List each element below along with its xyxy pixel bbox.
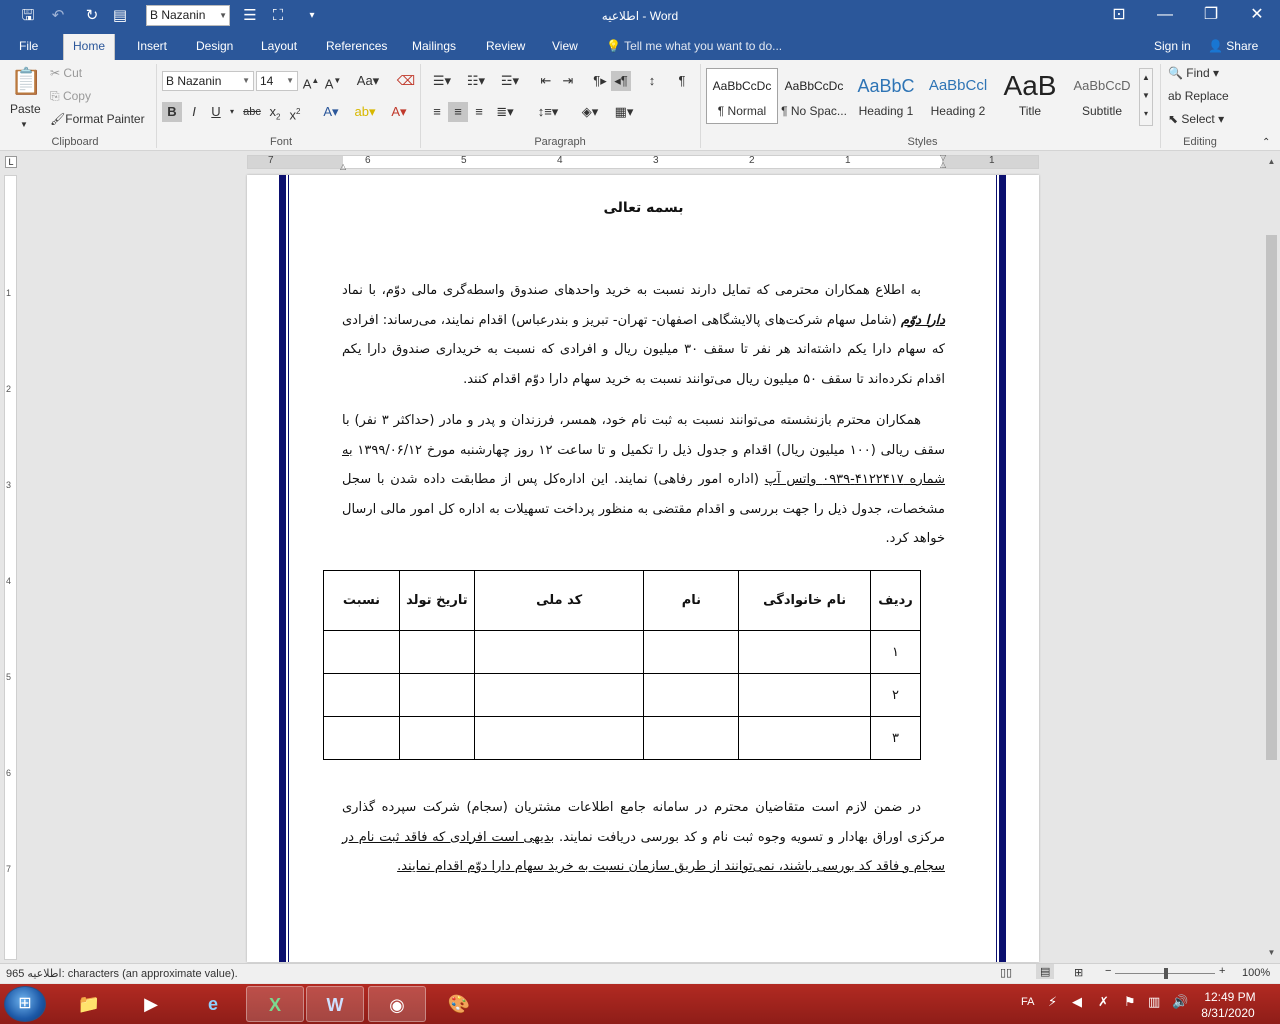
- ruler-number: 2: [749, 155, 755, 166]
- tab-mailings[interactable]: Mailings: [412, 39, 457, 53]
- qat-font-label: B Nazanin: [150, 8, 206, 22]
- style-name: Heading 2: [930, 104, 986, 118]
- editing-group-label: Editing: [1183, 136, 1217, 148]
- table-header[interactable]: نام خانوادگی: [739, 571, 871, 631]
- table-cell[interactable]: [399, 631, 474, 674]
- table-row: [324, 631, 921, 674]
- close-button[interactable]: ✕: [1250, 6, 1264, 23]
- style-normal[interactable]: [706, 68, 778, 124]
- style-preview: AaBbCcDc: [784, 79, 844, 93]
- indent-marker-icon[interactable]: ▽ △: [940, 153, 947, 169]
- ltr-icon[interactable]: ¶▸: [593, 73, 607, 88]
- restore-button[interactable]: ❐: [1203, 6, 1219, 23]
- title-bar: [0, 0, 1280, 34]
- font-size-value: 14: [260, 74, 274, 88]
- paragraph-text: (شامل سهام شرکت‌های پالایشگاهی اصفهان- تهران- تبریز و بندرعباس) اقدام نمایند، می‌رساند: افرادی که سهام دارا یکم داشته‌اند هر نفر تا سقف ۳۰ میلیون ریال و افرادی که نسبت به خریداری صندوق دارا یکم اقدام نکرده‌اند تا سقف ۵۰ میلیون ریال می‌توانند نسبت به خرید سهام دارا دوّم اقدام کنند.: [342, 312, 945, 387]
- indent-marker-icon[interactable]: △: [340, 162, 347, 171]
- select-button[interactable]: ⬉ Select ▾: [1168, 112, 1225, 126]
- align-right-icon[interactable]: ≡: [475, 104, 483, 119]
- redo-icon[interactable]: ↻: [85, 7, 99, 24]
- line-spacing-icon[interactable]: ↕≡▾: [537, 104, 559, 119]
- table-cell[interactable]: [474, 717, 644, 760]
- tab-file[interactable]: File: [19, 39, 39, 53]
- tell-me-text: Tell me what you want to do...: [624, 39, 783, 53]
- paragraph-underlined-text: بدیهی است افرادی که فاقد ثبت نام در سجام و فاقد کد بورسی باشند، نمی‌توانند از طریق سازمان نسبت به خرید سهام دارا دوّم اقدام نمایند.: [342, 829, 945, 874]
- style-preview: AaBbCcDc: [712, 79, 772, 93]
- excel-icon[interactable]: X: [246, 986, 304, 1022]
- scissors-icon: ✂: [50, 66, 61, 80]
- show-marks-icon[interactable]: ¶: [678, 73, 686, 88]
- format-painter-label: Format Painter: [65, 112, 145, 126]
- replace-label: Replace: [1184, 89, 1229, 103]
- media-player-icon[interactable]: ▶: [144, 994, 158, 1014]
- input-language[interactable]: FA: [1021, 996, 1035, 1008]
- paragraph-text: در ضمن لازم است متقاضیان محترم در سامانه جامع اطلاعات مشتریان (سجام) شرکت سپرده گذاری مرکزی اوراق بهادار و تسویه وجوه ثبت نام و کد بورسی دریافت نمایند.: [342, 800, 945, 845]
- ruler-number: 1: [845, 155, 851, 166]
- table-header[interactable]: تاریخ تولد: [399, 571, 474, 631]
- window-title: اطلاعیه - Word: [601, 9, 679, 23]
- style-preview: AaBbC: [857, 76, 915, 96]
- table-cell[interactable]: [324, 631, 400, 674]
- cut-button[interactable]: [50, 64, 82, 82]
- replace-icon: ab: [1168, 89, 1182, 103]
- ruler-number: 4: [557, 155, 563, 166]
- tab-review[interactable]: Review: [486, 39, 526, 53]
- paragraph-2[interactable]: [342, 406, 945, 554]
- table-cell[interactable]: [474, 631, 644, 674]
- read-mode-icon[interactable]: ▯▯: [1000, 967, 1013, 979]
- paragraph-3[interactable]: [342, 793, 945, 882]
- taskbar: [0, 984, 1280, 1024]
- paste-icon[interactable]: 📋: [10, 66, 43, 96]
- file-explorer-icon[interactable]: 📁: [77, 994, 101, 1014]
- table-cell[interactable]: [399, 717, 474, 760]
- copy-button[interactable]: [50, 87, 91, 105]
- table-cell[interactable]: [644, 674, 739, 717]
- ruler-number: 3: [6, 480, 12, 490]
- chrome-icon[interactable]: ◉: [368, 986, 426, 1022]
- copy-label: Copy: [62, 89, 91, 103]
- table-cell[interactable]: [324, 717, 400, 760]
- align-left-icon[interactable]: ≡: [433, 104, 441, 119]
- style-preview: AaBbCcl: [928, 77, 988, 94]
- share-label: Share: [1226, 39, 1259, 53]
- paragraph-text: همکاران محترم بازنشسته می‌توانند نسبت به ثبت نام خود، همسر، فرزندان و پدر و مادر (حداکثر ۳ نفر) با سقف ریالی (۱۰۰ میلیون ریال) اقدام و جدول ذیل را تکمیل و تا ساعت ۱۲ روز چهارشنبه مورخ ۱۳۹۹/۰۶/۱۲: [342, 413, 945, 458]
- font-size-select[interactable]: [256, 71, 298, 91]
- ribbon-display-icon[interactable]: ⊡: [1112, 6, 1126, 23]
- rtl-icon[interactable]: ◂¶: [611, 71, 631, 91]
- ruler-number: 6: [365, 155, 371, 166]
- ribbon-tabs: [0, 34, 1280, 60]
- format-painter-button[interactable]: [50, 110, 145, 128]
- table-header-row: [324, 571, 921, 631]
- style-heading-2[interactable]: [922, 68, 994, 124]
- ruler-number: 6: [6, 768, 12, 778]
- underline-icon[interactable]: U: [211, 104, 221, 119]
- tell-me-box[interactable]: [606, 34, 782, 60]
- tab-selector-icon[interactable]: L: [5, 156, 17, 168]
- vertical-scrollbar[interactable]: [1263, 153, 1280, 963]
- cut-label: Cut: [63, 66, 83, 80]
- tab-references[interactable]: References: [326, 39, 388, 53]
- paint-icon[interactable]: 🎨: [447, 994, 471, 1014]
- table-cell[interactable]: [324, 674, 400, 717]
- style-name: ¶ Normal: [717, 104, 767, 118]
- style-preview: AaBbCcD: [1073, 78, 1131, 93]
- copy-icon: ⎘: [50, 89, 60, 103]
- chevron-down-icon: ▼: [219, 11, 227, 20]
- bold-icon[interactable]: B: [162, 102, 182, 122]
- page-border: [288, 175, 289, 962]
- tab-view[interactable]: View: [552, 39, 578, 53]
- tab-insert[interactable]: Insert: [137, 39, 168, 53]
- document-icon[interactable]: ▤: [112, 7, 128, 24]
- ruler-number: 1: [6, 288, 12, 298]
- table-cell[interactable]: [399, 674, 474, 717]
- vertical-ruler[interactable]: [4, 175, 17, 960]
- increase-indent-icon[interactable]: ⇥: [562, 73, 574, 88]
- table-cell[interactable]: [644, 631, 739, 674]
- multilevel-list-icon[interactable]: ☲▾: [500, 73, 520, 88]
- clipboard-group-label: Clipboard: [51, 136, 99, 148]
- paragraph-1[interactable]: [342, 276, 945, 394]
- brush-icon: 🖌: [50, 112, 66, 126]
- table-header[interactable]: نسبت: [324, 571, 400, 631]
- page-border: [996, 175, 997, 962]
- style-no-spacing[interactable]: [778, 68, 850, 124]
- sign-in-link[interactable]: Sign in: [1154, 39, 1191, 53]
- person-icon: 👤: [1208, 39, 1223, 53]
- touch-mode-icon[interactable]: ⛶: [272, 7, 284, 24]
- chevron-down-icon: ▼: [286, 76, 294, 85]
- table-cell[interactable]: [739, 717, 871, 760]
- scrollbar-thumb[interactable]: [1266, 235, 1277, 760]
- superscript-icon[interactable]: $x^2$: [289, 107, 301, 123]
- flag-icon[interactable]: ⚑: [1124, 994, 1136, 1009]
- word-count-status[interactable]: 965 اطلاعیه: characters (an approximate value).: [6, 968, 238, 980]
- cursor-icon: ⬉: [1168, 112, 1179, 126]
- highlight-icon[interactable]: ab▾: [354, 104, 376, 119]
- ruler-number: 5: [6, 672, 12, 682]
- table-row: [324, 717, 921, 760]
- customize-qat-icon[interactable]: ▾: [309, 10, 315, 21]
- paste-button[interactable]: Paste: [10, 102, 41, 116]
- internet-explorer-icon[interactable]: e: [207, 994, 218, 1014]
- font-color-icon[interactable]: A▾: [391, 104, 407, 119]
- style-subtitle[interactable]: [1066, 68, 1138, 124]
- find-label: Find: [1186, 66, 1210, 80]
- web-layout-icon[interactable]: ⊞: [1074, 967, 1084, 979]
- table-cell[interactable]: [474, 674, 644, 717]
- registration-table[interactable]: [323, 570, 921, 760]
- bullets-icon[interactable]: ☰▾: [432, 73, 452, 88]
- table-header[interactable]: نام: [644, 571, 739, 631]
- style-name: Subtitle: [1081, 104, 1123, 118]
- zoom-slider-thumb[interactable]: [1164, 968, 1168, 979]
- antivirus-icon[interactable]: ✗: [1098, 994, 1109, 1009]
- save-icon[interactable]: 🖫: [21, 7, 35, 24]
- borders-icon[interactable]: ▦▾: [614, 104, 634, 119]
- italic-icon[interactable]: I: [192, 104, 196, 119]
- page-border: [999, 175, 1006, 962]
- clock-date[interactable]: 8/31/2020: [1201, 1006, 1255, 1020]
- volume-icon[interactable]: ◀: [1072, 994, 1082, 1009]
- print-layout-icon[interactable]: ▤: [1036, 964, 1054, 979]
- ribbon-home: [0, 60, 1280, 151]
- document-page[interactable]: [247, 175, 1039, 962]
- numbering-icon[interactable]: ☷▾: [466, 73, 486, 88]
- text-effects-icon[interactable]: A▾: [323, 104, 339, 119]
- style-name: Heading 1: [858, 104, 914, 118]
- horizontal-ruler[interactable]: [247, 155, 1039, 169]
- share-button[interactable]: [1208, 34, 1258, 59]
- undo-icon[interactable]: ↶: [51, 7, 65, 24]
- page-border: [279, 175, 286, 962]
- ruler-number: 7: [6, 864, 12, 874]
- replace-button[interactable]: [1168, 87, 1229, 105]
- tab-design[interactable]: Design: [196, 39, 234, 53]
- table-cell[interactable]: [739, 674, 871, 717]
- zoom-out-icon[interactable]: −: [1105, 965, 1112, 977]
- tray-app-icon[interactable]: ⚡: [1048, 994, 1058, 1009]
- font-name-value: B Nazanin: [166, 74, 222, 88]
- zoom-level[interactable]: 100%: [1242, 967, 1271, 979]
- style-name: ¶ No Spac...: [781, 104, 847, 118]
- align-icon[interactable]: ☰: [243, 7, 257, 24]
- lightbulb-icon: 💡: [606, 39, 625, 53]
- change-case-icon[interactable]: Aa▾: [356, 73, 380, 88]
- styles-scroll-icon[interactable]: ▲ ▼ ▾: [1139, 68, 1153, 126]
- table-cell[interactable]: ۳: [871, 717, 921, 760]
- font-group-label: Font: [269, 136, 292, 148]
- align-center-icon[interactable]: ≡: [448, 102, 468, 122]
- tab-layout[interactable]: Layout: [261, 39, 298, 53]
- ruler-number: 3: [653, 155, 659, 166]
- style-heading-1[interactable]: [850, 68, 922, 124]
- minimize-button[interactable]: —: [1157, 6, 1173, 23]
- search-icon: 🔍: [1168, 66, 1183, 80]
- chevron-down-icon[interactable]: ▾: [229, 107, 234, 116]
- speaker-icon[interactable]: 🔊: [1172, 994, 1189, 1009]
- style-preview: AaB: [1003, 70, 1057, 101]
- paragraph-text: به اطلاع همکاران محترمی که تمایل دارند نسبت به خرید واحدهای صندوق واسطه‌گری مالی دوّم، با نماد: [342, 283, 921, 298]
- style-title[interactable]: [994, 68, 1066, 124]
- select-label: Select: [1181, 112, 1215, 126]
- table-cell[interactable]: [644, 717, 739, 760]
- styles-group-label: Styles: [907, 136, 938, 148]
- scroll-up-icon[interactable]: ▲: [1267, 157, 1276, 166]
- windows-logo-icon: ⊞: [18, 995, 32, 1012]
- shrink-font-icon[interactable]: A▼: [324, 76, 342, 92]
- chevron-down-icon: ▼: [242, 76, 250, 85]
- shading-icon[interactable]: ◈▾: [581, 104, 599, 119]
- ruler-number: 5: [461, 155, 467, 166]
- fund-symbol: دارا دوّم: [900, 312, 945, 328]
- table-row: [324, 674, 921, 717]
- style-name: Title: [1018, 104, 1042, 118]
- decrease-indent-icon[interactable]: ⇤: [540, 73, 552, 88]
- paragraph-group-label: Paragraph: [534, 136, 586, 148]
- table-cell[interactable]: ۱: [871, 631, 921, 674]
- strikethrough-icon[interactable]: abc: [243, 106, 261, 118]
- sort-icon[interactable]: ↕: [648, 73, 656, 88]
- whatsapp-number: به شماره ۴۱۲۲۴۱۷-۰۹۳۹ واتس آپ: [342, 442, 945, 487]
- start-button[interactable]: [4, 986, 46, 1022]
- scroll-down-icon[interactable]: ▼: [1267, 948, 1276, 957]
- word-icon[interactable]: W: [306, 986, 364, 1022]
- subscript-icon[interactable]: $x_2$: [269, 104, 281, 122]
- collapse-ribbon-icon[interactable]: ⌃: [1262, 137, 1271, 148]
- paragraph-text: (اداره امور رفاهی) نمایند. این اداره‌کل پس از مطابقت داده شدن با سجل مشخصات، جدول ذیل را جهت بررسی و اقدام مقتضی به منظور پرداخت تسهیلات به اداره کل امور مالی ارسال خواهد کرد.: [342, 472, 945, 546]
- justify-icon[interactable]: ≣▾: [496, 104, 514, 119]
- tab-home[interactable]: Home: [63, 34, 115, 60]
- ruler-margin-left: [248, 156, 343, 168]
- clock-time[interactable]: 12:49 PM: [1204, 990, 1256, 1004]
- ruler-number: 2: [6, 384, 12, 394]
- grow-font-icon[interactable]: A▲: [302, 76, 320, 92]
- status-bar: [0, 963, 1280, 983]
- clear-format-icon[interactable]: ⌫: [396, 73, 416, 88]
- find-button[interactable]: 🔍 Find ▾: [1168, 66, 1219, 80]
- ruler-number: 1: [989, 155, 995, 166]
- ruler-number: 7: [268, 155, 274, 166]
- table-cell[interactable]: [739, 631, 871, 674]
- zoom-in-icon[interactable]: +: [1219, 965, 1226, 977]
- table-header[interactable]: کد ملی: [474, 571, 644, 631]
- ruler-number: 4: [6, 576, 12, 586]
- document-heading: بسمه تعالی: [603, 200, 684, 216]
- chevron-down-icon[interactable]: ▼: [20, 120, 28, 129]
- table-header[interactable]: ردیف: [871, 571, 921, 631]
- network-icon[interactable]: ▥: [1148, 994, 1161, 1009]
- font-name-select[interactable]: [162, 71, 254, 91]
- table-cell[interactable]: ۲: [871, 674, 921, 717]
